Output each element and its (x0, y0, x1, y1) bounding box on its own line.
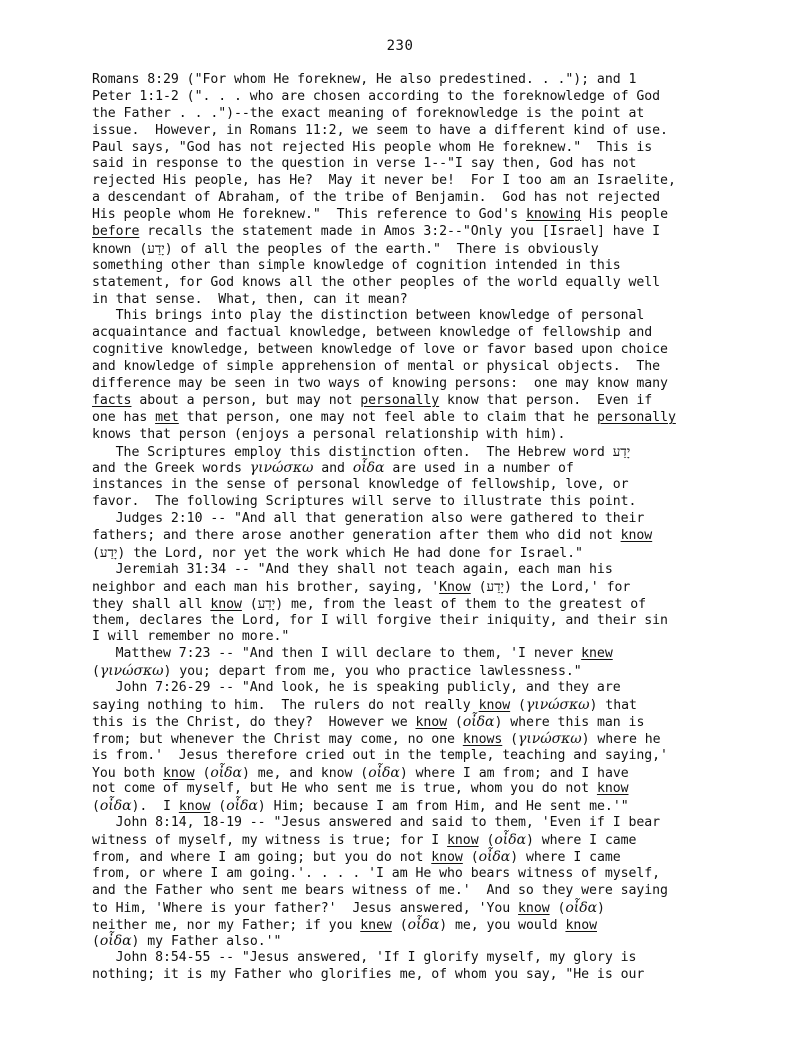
text-segment: ( (92, 664, 100, 680)
text-line (92, 798, 732, 815)
text-segment: ( (391, 917, 408, 933)
text-line (92, 460, 732, 477)
text-segment: favor. The following Scriptures will serve to illustrate this point. (92, 494, 637, 510)
text-line (92, 393, 732, 410)
text-segment: and (313, 461, 353, 477)
text-line (92, 832, 732, 849)
text-segment: and the Greek words (92, 461, 250, 477)
text-segment: ( (447, 714, 463, 730)
text-segment: neither me, nor my Father; if you (92, 917, 361, 933)
text-segment: knows that person (enjoys a personal relationship with him). (92, 426, 566, 442)
text-line (92, 562, 732, 579)
underlined-word: knew (360, 917, 392, 933)
text-segment: is from.' Jesus therefore cried out in the temple, teaching and saying,' (92, 747, 668, 763)
body-text (92, 72, 732, 984)
underlined-word: before (92, 224, 140, 240)
text-segment: The Scriptures employ this distinction often. The Hebrew word (92, 444, 613, 460)
greek-word: οἶδα (462, 713, 495, 730)
text-line (92, 579, 732, 596)
text-segment: You both (92, 765, 164, 781)
text-segment: ) where I came (525, 833, 637, 849)
text-segment: neighbor and each man his brother, saying, ' (92, 579, 440, 595)
underlined-word: knowing (525, 207, 582, 223)
text-line (92, 325, 732, 342)
text-segment: know that person. Even if (439, 392, 653, 408)
text-segment: statement, for God knows all the other peoples of the world equally well (92, 274, 661, 290)
text-line (92, 444, 732, 461)
text-segment: His people whom He foreknew." This reference to God's (92, 207, 526, 223)
text-line (92, 714, 732, 731)
text-line (92, 427, 732, 444)
text-line (92, 849, 732, 866)
text-segment: John 8:54-55 -- "Jesus answered, 'If I glorify myself, my glory is (92, 950, 637, 966)
text-line (92, 224, 732, 241)
text-line (92, 917, 732, 934)
text-segment: ) where he (581, 731, 661, 747)
underlined-word: know (163, 765, 195, 781)
text-line (92, 781, 732, 798)
text-segment: ) me, from the least of them to the greatest of (275, 596, 647, 612)
greek-word: οἶδα (407, 916, 440, 933)
text-segment: ( (92, 799, 100, 815)
text-segment: fathers; and there arose another generation after them who did not (92, 528, 621, 544)
text-segment: Paul says, "God has not rejected His people whom He foreknew." This is (92, 139, 653, 155)
text-segment: a descendant of Abraham, of the tribe of Benjamin. God has not rejected (92, 190, 661, 206)
text-segment: that person, one may not feel able to claim that he (178, 409, 597, 425)
greek-word: οἶδα (368, 764, 400, 781)
text-segment: something other than simple knowledge of cognition intended in this (92, 257, 621, 273)
greek-word: οἶδα (99, 798, 132, 815)
text-segment: saying nothing to him. The rulers do not really (92, 697, 479, 713)
text-line (92, 359, 732, 376)
text-segment: I will remember no more." (92, 629, 290, 645)
greek-word: οἶδα (494, 832, 526, 849)
text-segment: ) the Lord,' for (504, 579, 631, 595)
text-line (92, 292, 732, 309)
text-segment: ). I (131, 799, 179, 815)
text-segment: acquaintance and factual knowledge, between knowledge of fellowship and (92, 325, 653, 341)
text-line (92, 613, 732, 630)
text-segment: ( (462, 849, 479, 865)
page-number: 230 (386, 38, 414, 54)
greek-word: οἶδα (226, 798, 258, 815)
text-segment: ) where I am from; and I have (399, 765, 629, 781)
text-segment: them, declares the Lord, for I will forgive their iniquity, and their sin (92, 612, 668, 628)
text-line (92, 89, 732, 106)
text-segment: nothing; it is my Father who glorifies me, of whom you say, "He is our (92, 967, 645, 983)
text-line (92, 663, 732, 680)
underlined-word: know (210, 596, 242, 612)
greek-word: γινώσκω (518, 730, 582, 747)
text-line (92, 731, 732, 748)
text-segment: Peter 1:1-2 (". . . who are chosen according to the foreknowledge of God (92, 88, 661, 104)
text-segment: to Him, 'Where is your father?' Jesus answered, 'You (92, 900, 519, 916)
text-line (92, 123, 732, 140)
underlined-word: know (518, 900, 550, 916)
text-line (92, 511, 732, 528)
text-segment: and knowledge of simple apprehension of mental or physical objects. The (92, 359, 661, 375)
text-line (92, 967, 732, 984)
text-line (92, 376, 732, 393)
text-segment: ) me, and know ( (241, 765, 369, 781)
underlined-word: met (155, 409, 179, 425)
underlined-word: knew (581, 646, 613, 662)
text-segment: ) my Father also.'" (131, 934, 282, 950)
text-segment: John 7:26-29 -- "And look, he is speaking publicly, and they are (92, 680, 621, 696)
text-segment: rejected His people, has He? May it never be! For I too am an Israelite, (92, 173, 676, 189)
text-line (92, 275, 732, 292)
text-segment: ) Him; because I am from Him, and He sent me.'" (257, 799, 629, 815)
text-segment: ( (92, 545, 100, 561)
hebrew-word: יָדַע (486, 578, 505, 595)
text-line (92, 866, 732, 883)
text-segment: ( (478, 833, 495, 849)
greek-word: οἶδα (210, 764, 242, 781)
text-line (92, 241, 732, 258)
text-segment: are used in a number of (384, 461, 574, 477)
text-segment: ( (241, 596, 258, 612)
text-line (92, 140, 732, 157)
text-segment: Judges 2:10 -- "And all that generation also were gathered to their (92, 511, 645, 527)
text-segment: Jeremiah 31:34 -- "And they shall not teach again, each man his (92, 561, 613, 577)
text-line (92, 646, 732, 663)
text-segment: ( (502, 731, 519, 747)
underlined-word: Know (439, 579, 471, 595)
text-line (92, 477, 732, 494)
underlined-word: know (620, 528, 653, 544)
text-segment: about a person, but may not (131, 392, 361, 408)
underlined-word: personally (360, 392, 440, 408)
underlined-word: know (178, 799, 211, 815)
text-segment: from, and where I am going; but you do not (92, 849, 432, 865)
text-segment: cognitive knowledge, between knowledge of love or favor based upon choice (92, 342, 668, 358)
greek-word: γινώσκω (249, 460, 314, 477)
text-segment: the Father . . .")--the exact meaning of foreknowledge is the point at (92, 105, 645, 121)
text-line (92, 815, 732, 832)
hebrew-word: יָדַע (99, 544, 118, 561)
text-line (92, 342, 732, 359)
text-line (92, 680, 732, 697)
text-segment: ) the Lord, nor yet the work which He had done for Israel." (117, 545, 583, 561)
text-line (92, 697, 732, 714)
text-segment: ) me, you would (439, 917, 566, 933)
text-segment: Matthew 7:23 -- "And then I will declare to them, 'I never (92, 646, 582, 662)
underlined-word: know (565, 917, 597, 933)
underlined-word: know (596, 781, 629, 797)
text-segment: known ( (92, 241, 148, 257)
text-line (92, 207, 732, 224)
text-segment: Romans 8:29 ("For whom He foreknew, He also predestined. . ."); and 1 (92, 72, 637, 87)
text-segment: ) where this man is (494, 714, 645, 730)
text-line (92, 748, 732, 765)
text-line (92, 883, 732, 900)
text-line (92, 629, 732, 646)
hebrew-word: יָדַע (612, 443, 631, 460)
text-segment: issue. However, in Romans 11:2, we seem to have a different kind of use. (92, 122, 668, 138)
text-segment: ) of all the peoples of the earth." There is obviously (164, 241, 599, 257)
hebrew-word: יָדַע (147, 240, 165, 257)
text-segment: ) (597, 900, 605, 916)
greek-word: οἶδα (99, 933, 132, 950)
underlined-word: know (415, 714, 448, 730)
text-segment: witness of myself, my witness is true; for I (92, 833, 448, 849)
text-segment: ( (92, 934, 100, 950)
greek-word: οἶδα (565, 899, 597, 916)
text-segment: ( (210, 799, 227, 815)
text-segment: from; but whenever the Christ may come, no one (92, 731, 463, 747)
text-segment: John 8:14, 18-19 -- "Jesus answered and said to them, 'Even if I bear (92, 815, 661, 831)
greek-word: γινώσκω (99, 663, 164, 680)
text-segment: not come of myself, but He who sent me is true, whom you do not (92, 781, 597, 797)
text-segment: This brings into play the distinction between knowledge of personal (92, 308, 645, 324)
text-line (92, 545, 732, 562)
text-segment: instances in the sense of personal knowledge of fellowship, love, or (92, 477, 629, 493)
underlined-word: facts (92, 392, 132, 408)
text-segment: difference may be seen in two ways of knowing persons: one may know many (92, 376, 668, 392)
text-line (92, 190, 732, 207)
text-line (92, 72, 732, 89)
text-line (92, 173, 732, 190)
text-segment: and the Father who sent me bears witness of me.' And so they were saying (92, 882, 668, 898)
text-segment: in that sense. What, then, can it mean? (92, 291, 408, 307)
text-line (92, 933, 732, 950)
hebrew-word: יָדַע (257, 595, 276, 612)
text-line (92, 258, 732, 275)
text-segment: ) that (589, 697, 637, 713)
text-line (92, 528, 732, 545)
text-segment: said in response to the question in verse 1--"I say then, God has not (92, 156, 637, 172)
underlined-word: know (478, 697, 511, 713)
greek-word: οἶδα (352, 460, 385, 477)
text-segment: ) where I came (510, 849, 621, 865)
underlined-word: knows (462, 731, 503, 747)
text-segment: ( (549, 900, 566, 916)
text-line (92, 596, 732, 613)
greek-word: γινώσκω (525, 696, 590, 713)
text-line (92, 308, 732, 325)
text-segment: ( (470, 579, 487, 595)
text-segment: recalls the statement made in Amos 3:2--"Only you [Israel] have I (139, 224, 661, 240)
greek-word: οἶδα (478, 848, 511, 865)
text-segment: one has (92, 409, 156, 425)
text-line (92, 765, 732, 782)
text-segment: ( (194, 765, 211, 781)
text-line (92, 900, 732, 917)
text-line (92, 950, 732, 967)
underlined-word: know (447, 833, 479, 849)
text-segment: they shall all (92, 596, 211, 612)
underlined-word: know (431, 849, 463, 865)
text-line (92, 156, 732, 173)
text-segment: ( (510, 697, 526, 713)
text-line (92, 106, 732, 123)
text-segment: from, or where I am going.'. . . . 'I am He who bears witness of myself, (92, 865, 661, 881)
text-line (92, 410, 732, 427)
text-segment: this is the Christ, do they? However we (92, 714, 416, 730)
text-segment: ) you; depart from me, you who practice lawlessness." (163, 664, 582, 680)
underlined-word: personally (596, 409, 676, 425)
text-line (92, 494, 732, 511)
text-segment: His people (581, 207, 668, 223)
